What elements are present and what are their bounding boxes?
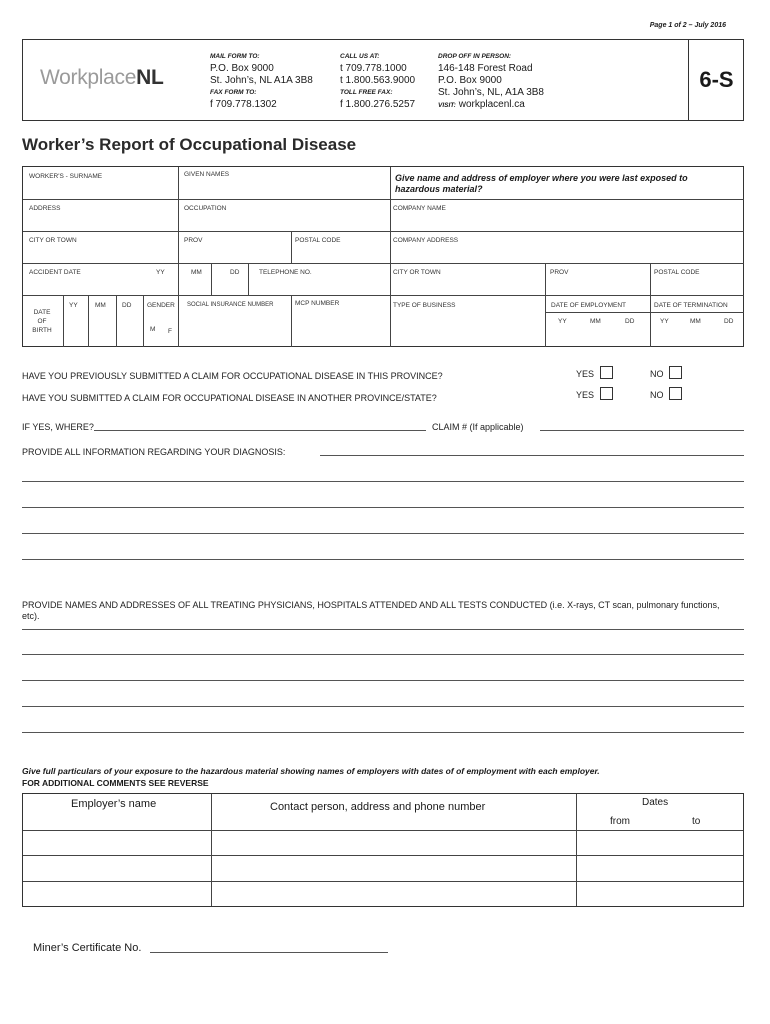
diagnosis-field-line-1[interactable] [320, 455, 744, 456]
employment-mm-label: MM [590, 318, 601, 325]
company-address-label: COMPANY ADDRESS [393, 237, 459, 244]
accident-date-label: ACCIDENT DATE [29, 269, 81, 276]
logo-light-text: Workplace [40, 66, 137, 89]
visit-label: VISIT: [438, 102, 456, 109]
employer-name-header: Employer’s name [71, 798, 157, 810]
date-termination-label: DATE OF TERMINATION [654, 302, 728, 309]
claim-number-label: CLAIM # (If applicable) [432, 422, 524, 432]
call-label: CALL US AT: [340, 53, 380, 60]
gender-m-option[interactable]: M [150, 326, 156, 333]
q2-no-label: NO [650, 390, 664, 400]
mail-line1: P.O. Box 9000 [210, 63, 274, 74]
city-label: CITY OR TOWN [29, 237, 77, 244]
dropoff-line3: St. John’s, NL, A1A 3B8 [438, 87, 544, 98]
diagnosis-field-line-4[interactable] [22, 533, 744, 534]
dropoff-label: DROP OFF IN PERSON: [438, 53, 512, 60]
q2-yes-label: YES [576, 390, 595, 400]
physicians-field-line-1[interactable] [22, 629, 744, 630]
if-yes-where-field[interactable] [94, 430, 426, 431]
telephone-label: TELEPHONE NO. [259, 269, 312, 276]
call-line2: t 1.800.563.9000 [340, 75, 416, 86]
occupation-label: OCCUPATION [184, 205, 227, 212]
sin-label: SOCIAL INSURANCE NUMBER [187, 302, 274, 308]
dates-to-header: to [692, 816, 701, 827]
physicians-field-line-3[interactable] [22, 680, 744, 681]
employer-city-label: CITY OR TOWN [393, 269, 441, 276]
prov-label: PROV [184, 237, 203, 244]
dates-header: Dates [642, 797, 669, 808]
employer-prompt: Give name and address of employer where you were last exposed to hazardous material? [395, 173, 688, 194]
employment-dd-label: DD [625, 318, 635, 325]
diagnosis-field-line-2[interactable] [22, 481, 744, 482]
physicians-field-line-4[interactable] [22, 706, 744, 707]
form-title: Worker’s Report of Occupational Disease [22, 135, 357, 154]
call-line1: t 709.778.1000 [340, 63, 407, 74]
miner-certificate-field[interactable] [150, 952, 388, 953]
physicians-field-line-5[interactable] [22, 732, 744, 733]
diagnosis-field-line-3[interactable] [22, 507, 744, 508]
postal-code-label: POSTAL CODE [295, 237, 341, 244]
logo-bold-text: NL [136, 66, 164, 89]
q2-no-checkbox[interactable] [669, 387, 682, 400]
exposure-instruction: Give full particulars of your exposure to the hazardous material showing names of employers with dates of of employment with each employer. [22, 766, 600, 776]
q1-no-label: NO [650, 369, 664, 379]
fax-label: FAX FORM TO: [210, 89, 257, 96]
termination-mm-label: MM [690, 318, 701, 325]
termination-dd-label: DD [724, 318, 734, 325]
contact-header: Contact person, address and phone number [270, 801, 486, 813]
employment-yy-label: YY [558, 318, 567, 325]
given-names-label: GIVEN NAMES [184, 171, 230, 178]
mail-label: MAIL FORM TO: [210, 53, 260, 60]
mail-column [210, 53, 313, 111]
mcp-label: MCP NUMBER [295, 300, 340, 307]
employer-prov-label: PROV [550, 269, 569, 276]
workplacenl-logo [40, 66, 164, 90]
dob-yy-label: YY [69, 302, 78, 309]
q1-yes-checkbox[interactable] [600, 366, 613, 379]
address-label: ADDRESS [29, 205, 61, 212]
business-type-label: TYPE OF BUSINESS [393, 302, 456, 309]
gender-f-option[interactable]: F [168, 328, 172, 335]
accident-mm-label: MM [191, 269, 202, 276]
question-other-province: HAVE YOU SUBMITTED A CLAIM FOR OCCUPATIONAL DISEASE IN ANOTHER PROVINCE/STATE? [22, 393, 437, 403]
fax-value: f 709.778.1302 [210, 99, 277, 110]
accident-dd-label: DD [230, 269, 240, 276]
accident-yy-label: YY [156, 269, 165, 276]
visit-website-link[interactable]: workplacenl.ca [458, 99, 525, 110]
physicians-field-line-2[interactable] [22, 654, 744, 655]
physicians-label: PROVIDE NAMES AND ADDRESSES OF ALL TREATING PHYSICIANS, HOSPITALS ATTENDED AND ALL TESTS CONDUCTED (i.e. X-rays, CT scan, pulmonary functions, etc). [22, 600, 720, 621]
termination-yy-label: YY [660, 318, 669, 325]
tollfax-value: f 1.800.276.5257 [340, 99, 416, 110]
gender-label: GENDER [147, 302, 175, 309]
employer-postal-label: POSTAL CODE [654, 269, 700, 276]
surname-label: WORKER'S - SURNAME [29, 173, 103, 180]
q1-no-checkbox[interactable] [669, 366, 682, 379]
dropoff-line2: P.O. Box 9000 [438, 75, 502, 86]
company-name-label: COMPANY NAME [393, 205, 446, 212]
dropoff-column [438, 53, 544, 112]
page-info: Page 1 of 2 – July 2016 [649, 22, 726, 29]
worker-info-grid [22, 166, 744, 347]
miner-certificate-label: Miner’s Certificate No. [33, 942, 142, 954]
mail-line2: St. John’s, NL A1A 3B8 [210, 75, 313, 86]
exposure-table [22, 793, 744, 907]
dates-from-header: from [610, 816, 630, 827]
form-number: 6-S [688, 39, 744, 121]
diagnosis-label: PROVIDE ALL INFORMATION REGARDING YOUR DIAGNOSIS: [22, 447, 286, 457]
dropoff-line1: 146-148 Forest Road [438, 63, 533, 74]
dob-label: DATE OF BIRTH [32, 309, 52, 334]
additional-comments-note: FOR ADDITIONAL COMMENTS SEE REVERSE [22, 778, 209, 788]
dob-mm-label: MM [95, 302, 106, 309]
if-yes-where-label: IF YES, WHERE? [22, 422, 94, 432]
date-employment-label: DATE OF EMPLOYMENT [551, 302, 626, 309]
q2-yes-checkbox[interactable] [600, 387, 613, 400]
dob-dd-label: DD [122, 302, 132, 309]
diagnosis-field-line-5[interactable] [22, 559, 744, 560]
q1-yes-label: YES [576, 369, 595, 379]
question-this-province: HAVE YOU PREVIOUSLY SUBMITTED A CLAIM FOR OCCUPATIONAL DISEASE IN THIS PROVINCE? [22, 371, 443, 381]
tollfax-label: TOLL FREE FAX: [340, 89, 393, 96]
claim-number-field[interactable] [540, 430, 744, 431]
call-column [340, 53, 415, 111]
